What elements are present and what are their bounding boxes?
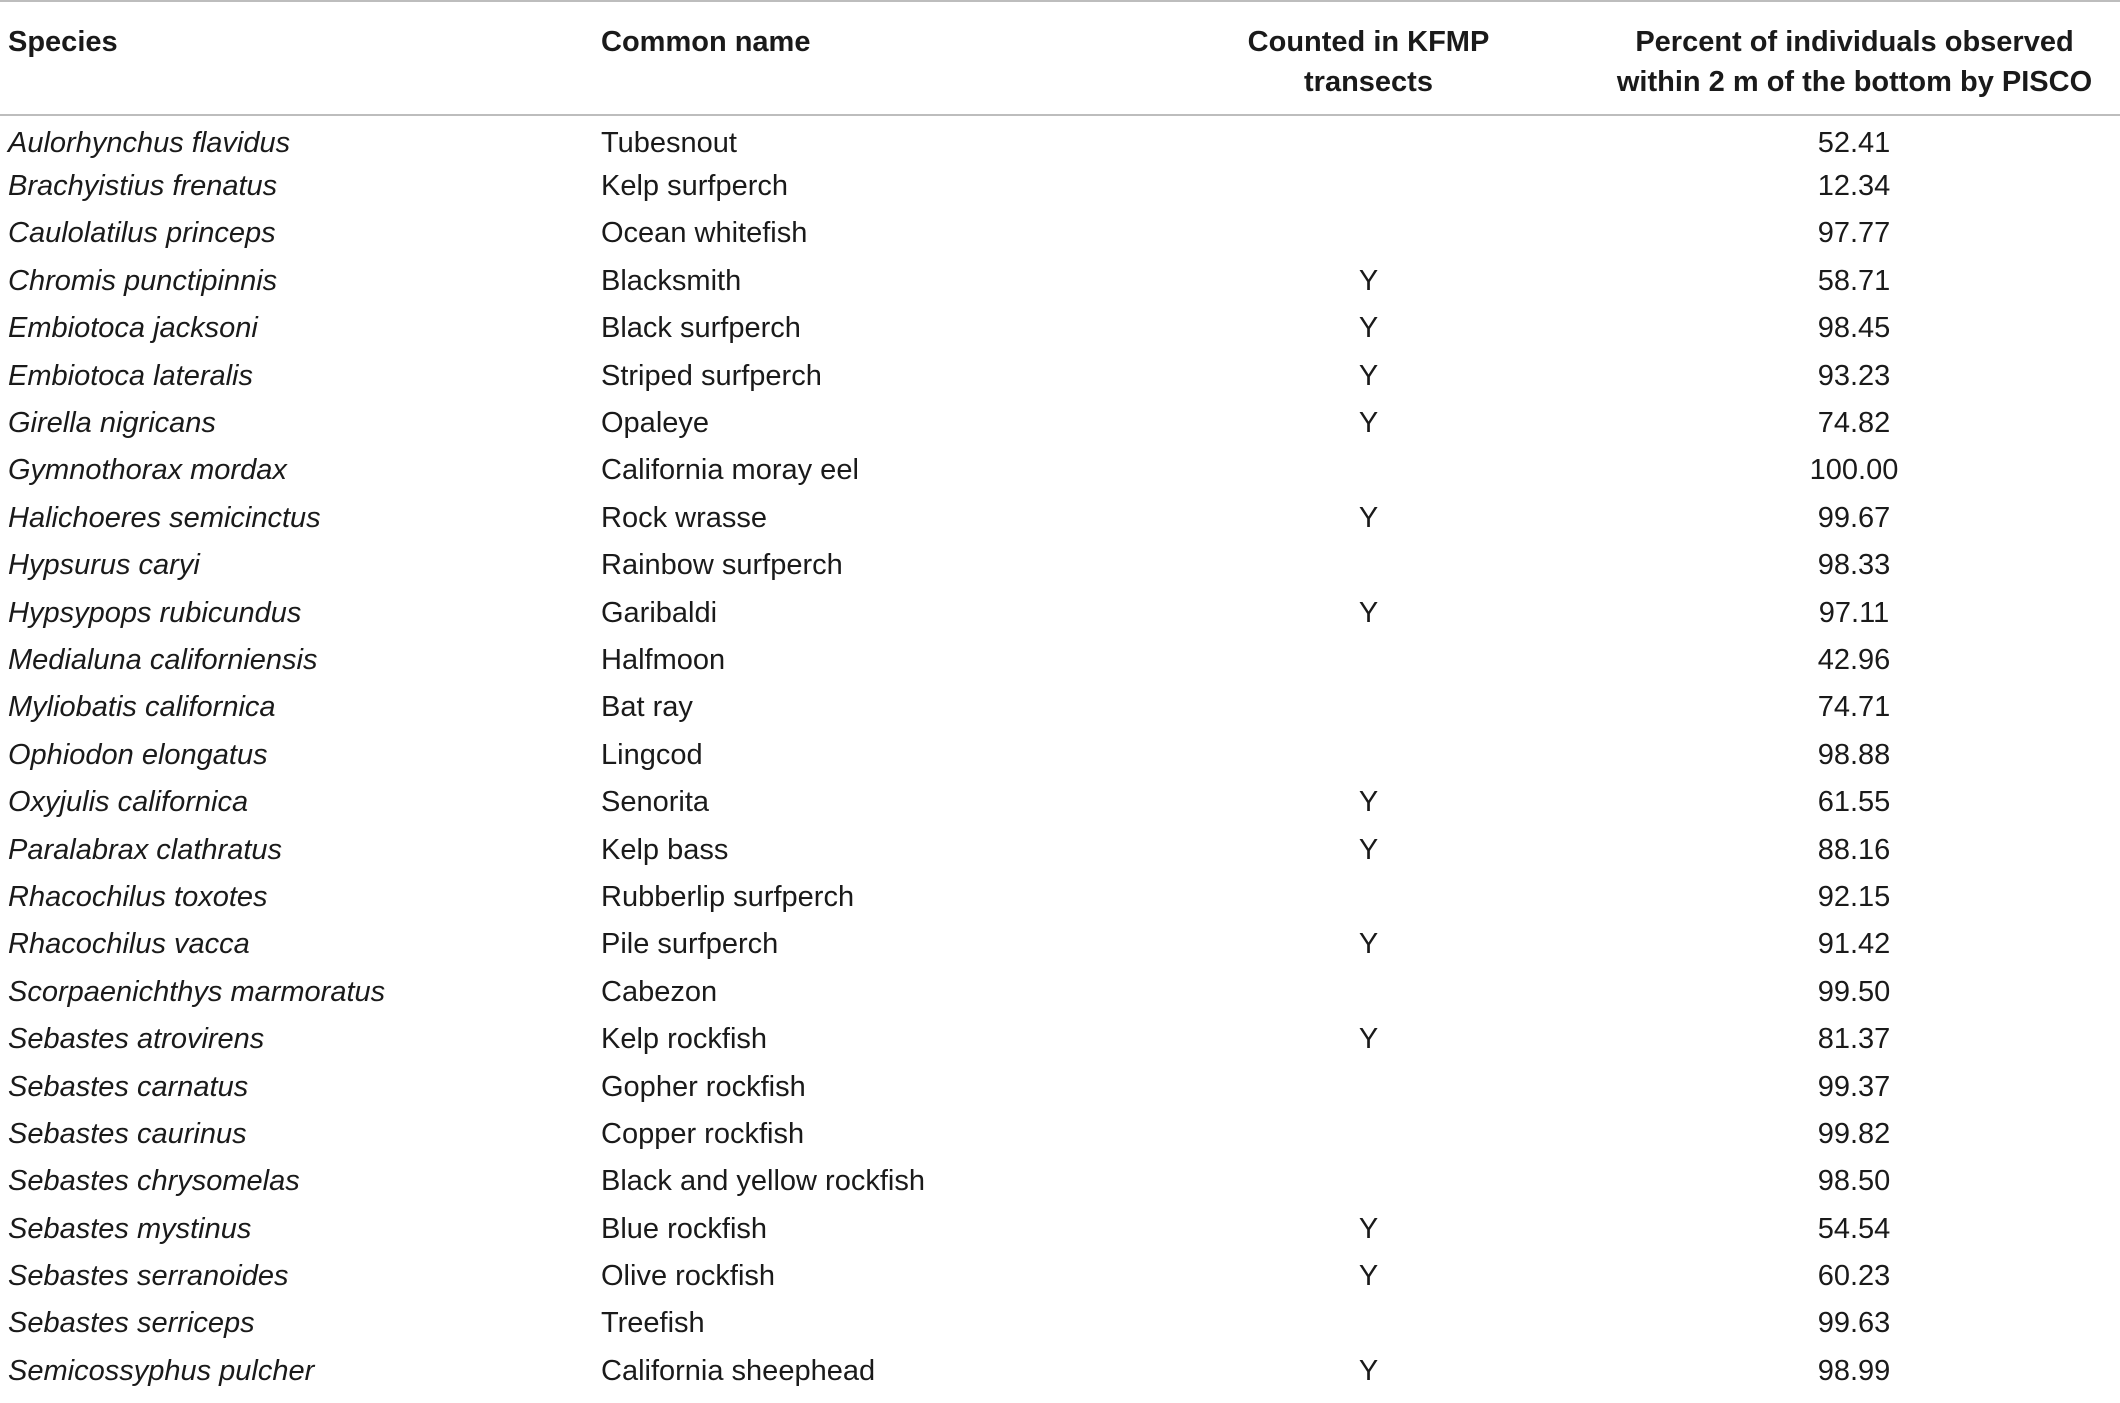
percent-cell: 99.67 [1817, 501, 1891, 534]
table-row [0, 1300, 2120, 1347]
kfmp-cell: Y [1358, 786, 1379, 819]
kfmp-cell: Y [1358, 264, 1379, 297]
species-cell: Sebastes mystinus [8, 1212, 252, 1245]
header-kfmp-line2: transects [1304, 66, 1433, 98]
common-name-cell: Senorita [601, 786, 710, 819]
header-percent-line2: within 2 m of the bottom by PISCO [1616, 66, 2093, 98]
kfmp-cell [1141, 542, 1596, 589]
species-cell: Rhacochilus vacca [8, 928, 250, 961]
kfmp-cell [1141, 636, 1596, 683]
common-name-cell: Kelp bass [601, 833, 729, 866]
header-common-name [601, 1, 1141, 115]
kfmp-cell [1141, 873, 1596, 920]
percent-cell: 97.11 [1818, 596, 1890, 629]
table-row [0, 921, 2120, 968]
table-header [0, 1, 2120, 115]
table-row [0, 305, 2120, 352]
table-row [0, 399, 2120, 446]
table-row [0, 1015, 2120, 1062]
kfmp-cell [1141, 1300, 1596, 1347]
percent-cell: 81.37 [1817, 1023, 1891, 1056]
table-row [0, 873, 2120, 920]
percent-cell: 54.54 [1817, 1212, 1891, 1245]
species-cell: Sebastes chrysomelas [8, 1165, 300, 1198]
kfmp-cell: Y [1358, 501, 1379, 534]
species-cell: Embiotoca lateralis [8, 359, 253, 392]
common-name-cell: Rainbow surfperch [601, 549, 843, 582]
species-cell: Embiotoca jacksoni [8, 312, 258, 345]
species-cell: Caulolatilus princeps [8, 217, 276, 250]
header-species [0, 1, 601, 115]
percent-cell: 52.41 [1817, 127, 1891, 160]
common-name-cell: Black and yellow rockfish [601, 1165, 925, 1198]
common-name-cell: California sheephead [601, 1354, 876, 1387]
kfmp-cell [1141, 1110, 1596, 1157]
table-row [0, 1205, 2120, 1252]
percent-cell: 99.63 [1817, 1307, 1891, 1340]
common-name-cell: Olive rockfish [601, 1260, 776, 1293]
species-cell: Girella nigricans [8, 407, 216, 440]
table-row [0, 968, 2120, 1015]
kfmp-cell: Y [1358, 596, 1379, 629]
species-cell: Sebastes serranoides [8, 1260, 289, 1293]
common-name-cell: Rubberlip surfperch [601, 880, 855, 913]
kfmp-cell: Y [1358, 1354, 1379, 1387]
species-cell: Hypsypops rubicundus [8, 596, 302, 629]
table-row [0, 731, 2120, 778]
percent-cell: 93.23 [1817, 359, 1891, 392]
kfmp-cell [1141, 1063, 1596, 1110]
table-row [0, 162, 2120, 209]
species-cell: Halichoeres semicinctus [8, 501, 321, 534]
species-cell: Sebastes serriceps [8, 1307, 255, 1340]
kfmp-cell [1141, 447, 1596, 494]
kfmp-cell [1141, 1158, 1596, 1205]
species-cell: Gymnothorax mordax [8, 454, 287, 487]
species-cell: Oxyjulis californica [8, 786, 249, 819]
table-row [0, 589, 2120, 636]
table-row [0, 684, 2120, 731]
kfmp-cell: Y [1358, 1260, 1379, 1293]
kfmp-cell: Y [1358, 407, 1379, 440]
common-name-cell: Kelp rockfish [601, 1023, 768, 1056]
table-row [0, 1063, 2120, 1110]
table-row [0, 210, 2120, 257]
table-row [0, 826, 2120, 873]
species-cell: Scorpaenichthys marmoratus [8, 975, 386, 1008]
common-name-cell: Ocean whitefish [601, 217, 808, 250]
common-name-cell: Blue rockfish [601, 1212, 768, 1245]
percent-cell: 74.71 [1817, 691, 1891, 724]
common-name-cell: Kelp surfperch [601, 170, 788, 203]
header-kfmp-line1: Counted in KFMP [1247, 26, 1490, 58]
common-name-cell: Blacksmith [601, 264, 742, 297]
kfmp-cell: Y [1358, 1212, 1379, 1245]
common-name-cell: Garibaldi [601, 596, 718, 629]
kfmp-cell: Y [1358, 833, 1379, 866]
common-name-cell: Rock wrasse [601, 501, 767, 534]
percent-cell: 100.00 [1809, 454, 1899, 487]
percent-cell: 12.34 [1817, 170, 1891, 203]
species-cell: Myliobatis californica [8, 691, 276, 724]
common-name-cell: Copper rockfish [601, 1117, 805, 1150]
table-row [0, 115, 2120, 162]
kfmp-cell [1141, 731, 1596, 778]
table-row [0, 542, 2120, 589]
table-row [0, 1347, 2120, 1394]
species-cell: Sebastes atrovirens [8, 1023, 265, 1056]
kfmp-cell: Y [1358, 1023, 1379, 1056]
common-name-cell: California moray eel [601, 454, 859, 487]
percent-cell: 42.96 [1817, 643, 1891, 676]
table-row [0, 1110, 2120, 1157]
table-body [0, 115, 2120, 1395]
header-common-name-label: Common name [601, 26, 811, 58]
percent-cell: 99.50 [1817, 975, 1891, 1008]
species-cell: Brachyistius frenatus [8, 170, 278, 203]
kfmp-cell [1141, 162, 1596, 209]
species-cell: Ophiodon elongatus [8, 738, 268, 771]
table-row [0, 1252, 2120, 1299]
kfmp-cell [1141, 684, 1596, 731]
kfmp-cell [1141, 968, 1596, 1015]
species-cell: Rhacochilus toxotes [8, 880, 268, 913]
common-name-cell: Halfmoon [601, 643, 726, 676]
common-name-cell: Striped surfperch [601, 359, 822, 392]
percent-cell: 61.55 [1817, 786, 1891, 819]
percent-cell: 98.33 [1817, 549, 1891, 582]
species-cell: Sebastes carnatus [8, 1070, 249, 1103]
species-cell: Aulorhynchus flavidus [8, 127, 291, 160]
percent-cell: 97.77 [1817, 217, 1891, 250]
common-name-cell: Tubesnout [601, 127, 737, 160]
percent-cell: 98.45 [1817, 312, 1891, 345]
table-row [0, 257, 2120, 304]
common-name-cell: Opaleye [601, 407, 710, 440]
kfmp-cell [1141, 115, 1596, 162]
table-row [0, 447, 2120, 494]
percent-cell: 99.82 [1817, 1117, 1891, 1150]
species-cell: Medialuna californiensis [8, 643, 318, 676]
percent-cell: 98.88 [1817, 738, 1891, 771]
percent-cell: 74.82 [1817, 407, 1891, 440]
percent-cell: 88.16 [1817, 833, 1891, 866]
table-row [0, 494, 2120, 541]
common-name-cell: Black surfperch [601, 312, 801, 345]
common-name-cell: Treefish [601, 1307, 705, 1340]
common-name-cell: Lingcod [601, 738, 703, 771]
percent-cell: 91.42 [1817, 928, 1891, 961]
percent-cell: 58.71 [1817, 264, 1891, 297]
percent-cell: 92.15 [1817, 880, 1891, 913]
percent-cell: 99.37 [1817, 1070, 1891, 1103]
common-name-cell: Pile surfperch [601, 928, 779, 961]
table-row [0, 352, 2120, 399]
table-row [0, 1158, 2120, 1205]
kfmp-cell [1141, 210, 1596, 257]
header-kfmp [1141, 1, 1596, 115]
header-row [0, 1, 2120, 115]
header-percent [1596, 1, 2120, 115]
percent-cell: 98.99 [1817, 1354, 1891, 1387]
table-row [0, 636, 2120, 683]
species-cell: Chromis punctipinnis [8, 264, 278, 297]
header-species-label: Species [8, 26, 118, 58]
species-cell: Hypsurus caryi [8, 549, 200, 582]
kfmp-cell: Y [1358, 928, 1379, 961]
species-cell: Paralabrax clathratus [8, 833, 283, 866]
species-cell: Sebastes caurinus [8, 1117, 247, 1150]
common-name-cell: Gopher rockfish [601, 1070, 806, 1103]
percent-cell: 98.50 [1817, 1165, 1891, 1198]
table-row [0, 778, 2120, 825]
common-name-cell: Cabezon [601, 975, 718, 1008]
percent-cell: 60.23 [1817, 1260, 1891, 1293]
kfmp-cell: Y [1358, 312, 1379, 345]
kfmp-cell: Y [1358, 359, 1379, 392]
common-name-cell: Bat ray [601, 691, 693, 724]
header-percent-line1: Percent of individuals observed [1635, 26, 2074, 58]
species-cell: Semicossyphus pulcher [8, 1354, 315, 1387]
